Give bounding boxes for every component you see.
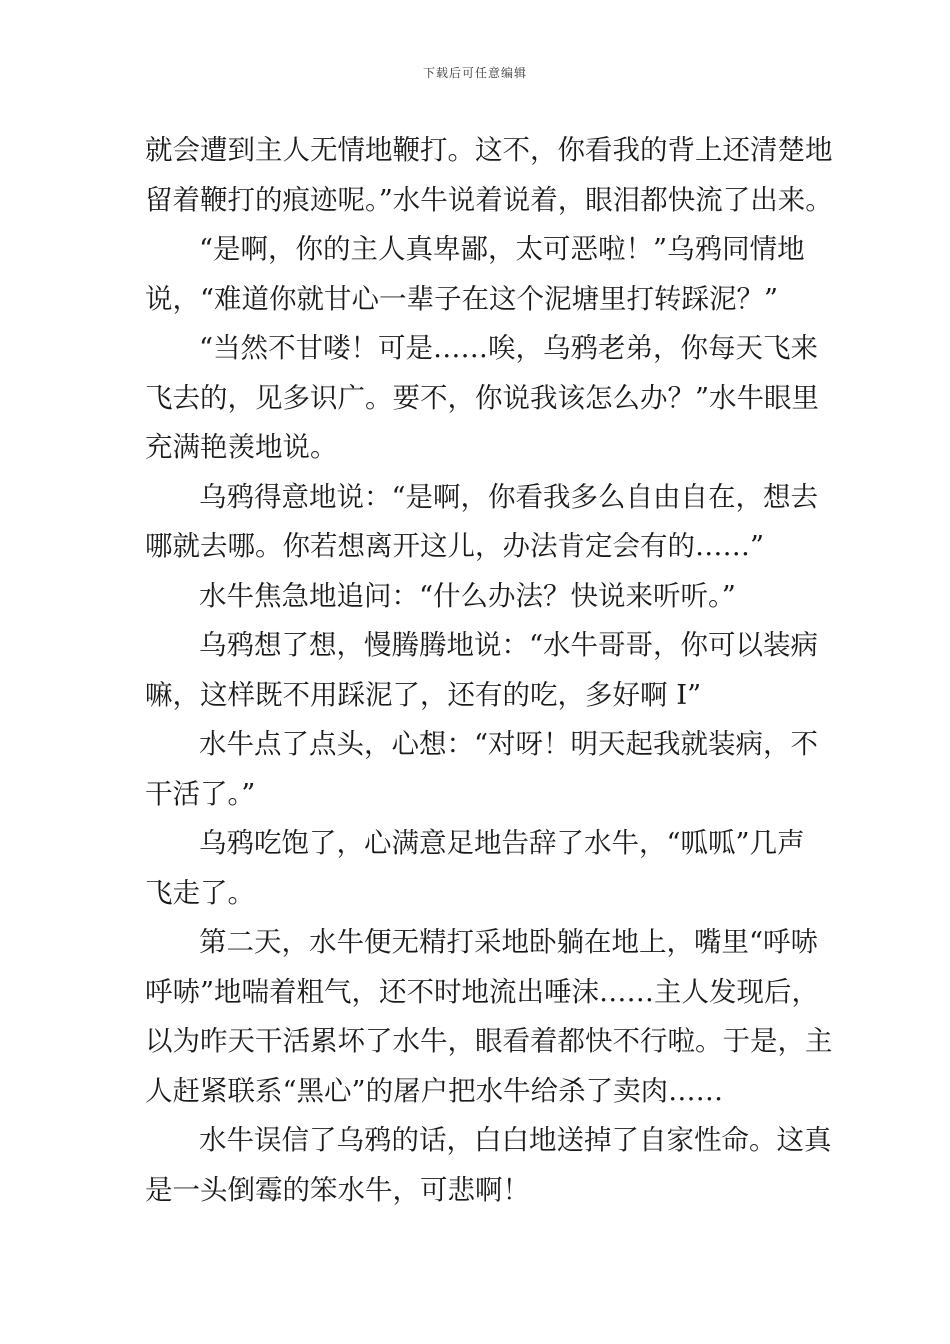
paragraph-first-line: 乌鸦得意地说：“是啊，你看我多么自由自在，想去 [199, 480, 819, 513]
text-line: 飞走了。 [145, 876, 255, 909]
text-line: 以为昨天干活累坏了水牛，眼看着都快不行啦。于是，主 [145, 1025, 833, 1057]
paragraph-first-line: 水牛误信了乌鸦的话，白白地送掉了自家性命。这真 [199, 1124, 832, 1156]
text-line: 留着鞭打的痕迹呢。”水牛说着说着，眼泪都快流了出来。 [145, 183, 833, 216]
text-line: 人赶紧联系“黑心”的屠户把水牛给杀了卖肉…… [145, 1074, 724, 1107]
paragraph-first-line: 水牛点了点头，心想：“对呀！明天起我就装病，不 [199, 728, 819, 760]
text-line: 呼哧”地喘着粗气，还不时地流出唾沫……主人发现后， [145, 975, 820, 1008]
text-line: 飞去的，见多识广。要不，你说我该怎么办？”水牛眼里 [145, 381, 820, 414]
text-line: 就会遭到主人无情地鞭打。这不，你看我的背上还清楚地 [145, 134, 833, 166]
text-line: 嘛，这样既不用踩泥了，还有的吃，多好啊 I” [145, 678, 702, 711]
paragraph-first-line: 水牛焦急地追问：“什么办法？快说来听听。” [199, 579, 736, 612]
paragraph-first-line: 第二天，水牛便无精打采地卧躺在地上，嘴里“呼哧 [199, 926, 819, 958]
paragraph-first-line: 乌鸦想了想，慢腾腾地说：“水牛哥哥，你可以装病 [199, 629, 819, 661]
paragraph-first-line: “是啊，你的主人真卑鄙，太可恶啦！”乌鸦同情地 [199, 233, 805, 265]
text-line: 说，“难道你就甘心一辈子在这个泥塘里打转踩泥？” [145, 282, 779, 315]
page-header: 下载后可任意编辑 [422, 66, 527, 80]
paragraph-first-line: 乌鸦吃饱了，心满意足地告辞了水牛，“呱呱”几声 [199, 827, 805, 859]
text-line: 干活了。” [145, 777, 256, 810]
paragraph-first-line: “当然不甘喽！可是……唉，乌鸦老弟，你每天飞来 [199, 332, 819, 364]
text-line: 哪就去哪。你若想离开这儿，办法肯定会有的……” [145, 530, 765, 562]
text-line: 是一头倒霉的笨水牛，可悲啊！ [145, 1173, 530, 1206]
article-body [145, 128, 833, 1217]
text-line: 充满艳羡地说。 [145, 431, 338, 463]
